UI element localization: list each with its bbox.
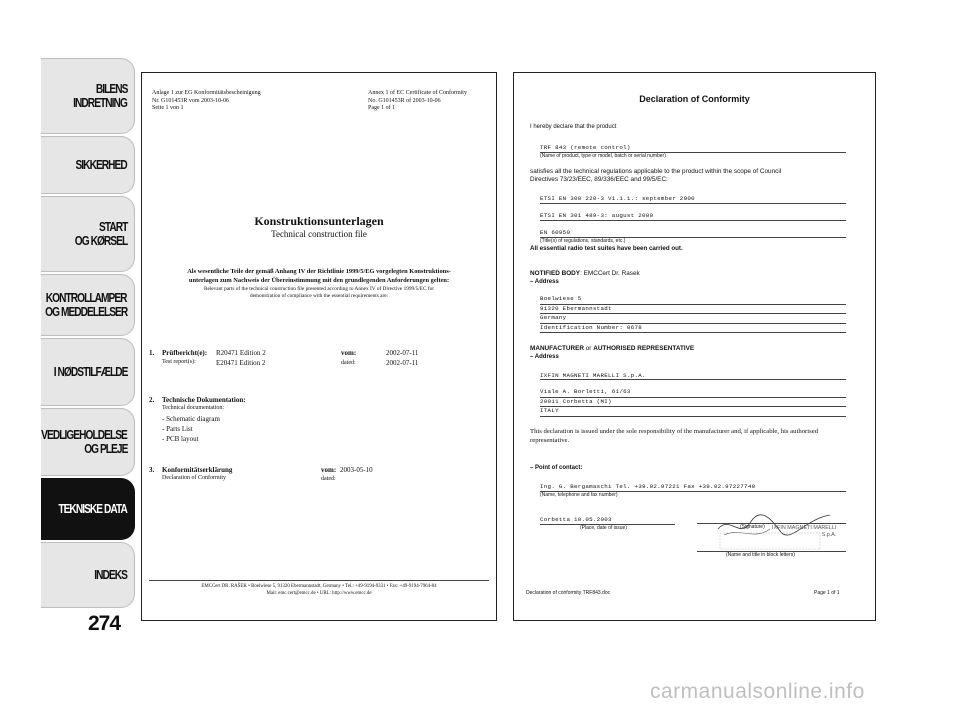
section-3-number: 3. [149, 466, 155, 474]
field-line [540, 203, 846, 204]
place-date-value: Corbetta 10.05.2003 [540, 516, 612, 523]
section-2-label: Technische Dokumentation: [162, 396, 246, 404]
watermark: carmanualsonline.info [650, 680, 865, 703]
address-line: Boelwiese 5 [540, 295, 846, 305]
intro-de [142, 267, 496, 285]
notified-body [530, 270, 640, 278]
product-value: TRF 843 (remote control) [540, 144, 631, 151]
section-1-number: 1. [149, 349, 155, 357]
address-line: Germany [540, 314, 846, 324]
section-2-label-en: Technical documentation: [162, 405, 225, 411]
company-stamp [772, 525, 836, 539]
tab-start-og-korsel[interactable] [41, 196, 135, 272]
address-line: ITALY [540, 407, 846, 417]
technical-construction-file-doc [141, 72, 497, 621]
doc-footer-left: Declaration of conformity TRF843.doc [526, 590, 611, 596]
satisfies-text [530, 168, 781, 183]
intro-line: Als wesentliche Teile der gemäß Anhang IV der Richtlinie 1999/5/EG vorgelegten Konstruktions- [187, 268, 451, 275]
header-right [368, 90, 467, 113]
text-line: satisfies all the technical regulations applicable to the product within the scope of Council [530, 168, 782, 175]
vom-label: vom: [321, 466, 337, 474]
tab-tekniske-data[interactable] [41, 478, 135, 540]
stamp-line: IXFIN MAGNETI MARELLI [772, 525, 837, 531]
tab-label: OG MEDDELELSER [44, 304, 127, 319]
contact-value: Ing. G. Bergamaschi Tel. +39.02.97221 Fax +39.02.97227740 [540, 483, 756, 490]
address-line: 91320 Ebermannstadt [540, 305, 846, 315]
section-1-label: Prüfbericht(e): [162, 349, 208, 357]
tab-vedligeholdelse[interactable] [41, 408, 135, 476]
tab-kontrollamper[interactable] [41, 274, 135, 336]
standard-3: EN 60950 [540, 229, 571, 236]
tab-indeks[interactable] [41, 542, 135, 608]
radio-tests-text: All essential radio test suites have been carried out. [530, 245, 683, 252]
technical-doc-list [162, 414, 220, 444]
tab-sikkerhed[interactable] [41, 136, 135, 194]
manufacturer-address [540, 388, 846, 417]
section-2-number: 2. [149, 396, 155, 404]
tab-bilens-indretning[interactable] [41, 58, 135, 134]
footer-line: Mail: emc.cert@emcc.de • URL: http://www.emcc.de [266, 591, 372, 596]
address-label: – Address [530, 279, 559, 285]
text-line: This declaration is issued under the sole responsibility of the manufacturer and, if applicable, his authorised [530, 428, 819, 435]
intro-line: Relevant parts of the technical construction file presented according to Annex IV of Directive 1999/5/EC for [203, 286, 435, 292]
manufacturer-heading [530, 345, 694, 353]
tab-label: OG PLEJE [83, 441, 127, 456]
tab-label: INDEKS [94, 567, 127, 582]
header-line: Annex 1 of EC Certificate of Conformity [368, 90, 467, 96]
address-label: – Address [530, 354, 559, 360]
test-report-1: R20471 Edition 2 [216, 349, 266, 357]
tab-label: INDRETNING [73, 95, 127, 110]
signature-caption: (Signature) [740, 524, 765, 530]
page-number: 274 [88, 612, 121, 635]
point-of-contact-label: – Point of contact: [530, 465, 583, 471]
standards-caption: (Title(s) of regulations, standards, etc.) [540, 238, 626, 244]
representative-label: AUTHORISED REPRESENTATIVE [593, 345, 695, 352]
header-line: Nr. G101453R vom 2003-10-06 [152, 97, 229, 104]
place-caption: (Place, date of issue) [580, 525, 627, 531]
dated-label: dated: [321, 476, 336, 482]
doc-title: Declaration of Conformity [639, 94, 750, 104]
address-line: Viale A. Borletti, 61/63 [540, 388, 846, 398]
manufacturer-label: MANUFACTURER [530, 345, 584, 352]
tab-label: OG KØRSEL [74, 233, 127, 248]
signature-line [697, 523, 846, 524]
declaration-date: 2003-05-10 [340, 466, 373, 474]
report-date-2: 2002-07-11 [386, 359, 419, 367]
product-caption: (Name of product, type or model, batch or serial number) [540, 153, 666, 159]
name-caption: (Name and title in block letters) [726, 552, 795, 558]
address-line: 20011 Corbetta (MI) [540, 398, 846, 408]
tab-label: KONTROLLAMPER [46, 290, 127, 305]
list-item: - PCB layout [162, 435, 199, 443]
tab-label: SIKKERHED [75, 157, 127, 172]
address-line: Identification Number: 0678 [540, 324, 846, 334]
tab-label: BILENS [95, 81, 127, 96]
dated-label: dated: [341, 360, 356, 366]
title-en: Technical construction file [271, 229, 367, 239]
tab-label: VEDLIGEHOLDELSE [41, 427, 127, 442]
header-left [152, 90, 261, 113]
tab-i-nodstilfaelde[interactable] [41, 338, 135, 406]
footer [142, 583, 496, 597]
section-1-label-en: Test report(s): [162, 359, 196, 365]
declare-text: I hereby declare that the product [530, 124, 617, 130]
text-line: Directives 73/23/EEC, 89/336/EEC and 99/5/EC: [530, 175, 668, 183]
notified-address [540, 295, 846, 333]
responsibility-text [530, 428, 818, 445]
notified-value: : EMCCert Dr. Rasek [580, 270, 640, 277]
or-text: or [583, 345, 594, 352]
tab-label: TEKNISKE DATA [58, 501, 127, 516]
title-de: Konstruktionsunterlagen [254, 214, 384, 228]
list-item: - Schematic diagram [162, 415, 220, 423]
manufacturer-name: IXFIN MAGNETI MARELLI S.p.A. [540, 372, 846, 380]
report-date-1: 2002-07-11 [386, 349, 419, 357]
field-line [540, 220, 846, 221]
vom-label: vom: [341, 349, 357, 357]
header-line: Page 1 of 1 [368, 105, 396, 111]
footer-line: EMCCert DR. RAŠEK • Boelwiese 5, 91320 Ebermannstadt, Germany • Tel.: +49-9194-9331 • Fax: +49-9194-7964-84 [201, 584, 437, 589]
header-line: Anlage 1 zur EG Konformitätsbescheinigung [152, 90, 261, 96]
section-3-label-en: Declaration of Conformity [162, 475, 226, 481]
notified-label: NOTIFIED BODY [530, 270, 581, 277]
standard-2: ETSI EN 301 489-3: august 2000 [540, 212, 654, 219]
intro-en [142, 286, 496, 300]
test-report-2: E20471 Edition 2 [216, 359, 266, 367]
doc-footer-right: Page 1 of 1 [814, 590, 840, 596]
text-line: representative. [530, 436, 570, 444]
stamp-line: S.p.A. [821, 532, 837, 538]
tab-label: I NØDSTILFÆLDE [53, 364, 127, 379]
intro-line: unterlagen zum Nachweis der Übereinstimmung mit den grundlegenden Anforderungen gelten: [188, 277, 450, 284]
contact-caption: (Name, telephone and fax number) [540, 492, 618, 498]
header-line: No. G101453R of 2003-10-06 [368, 97, 441, 104]
intro-line: demonstration of compliance with the essential requirements are: [249, 293, 389, 299]
standard-1: ETSI EN 300 220-3 V1.1.1.: september 2000 [540, 195, 695, 202]
tab-label: START [98, 219, 127, 234]
section-3-label: Konformitätserklärung [162, 466, 233, 474]
declaration-of-conformity-doc [513, 72, 876, 621]
footer-divider [149, 580, 489, 581]
header-line: Seite 1 von 1 [152, 105, 184, 111]
list-item: - Parts List [162, 425, 193, 433]
